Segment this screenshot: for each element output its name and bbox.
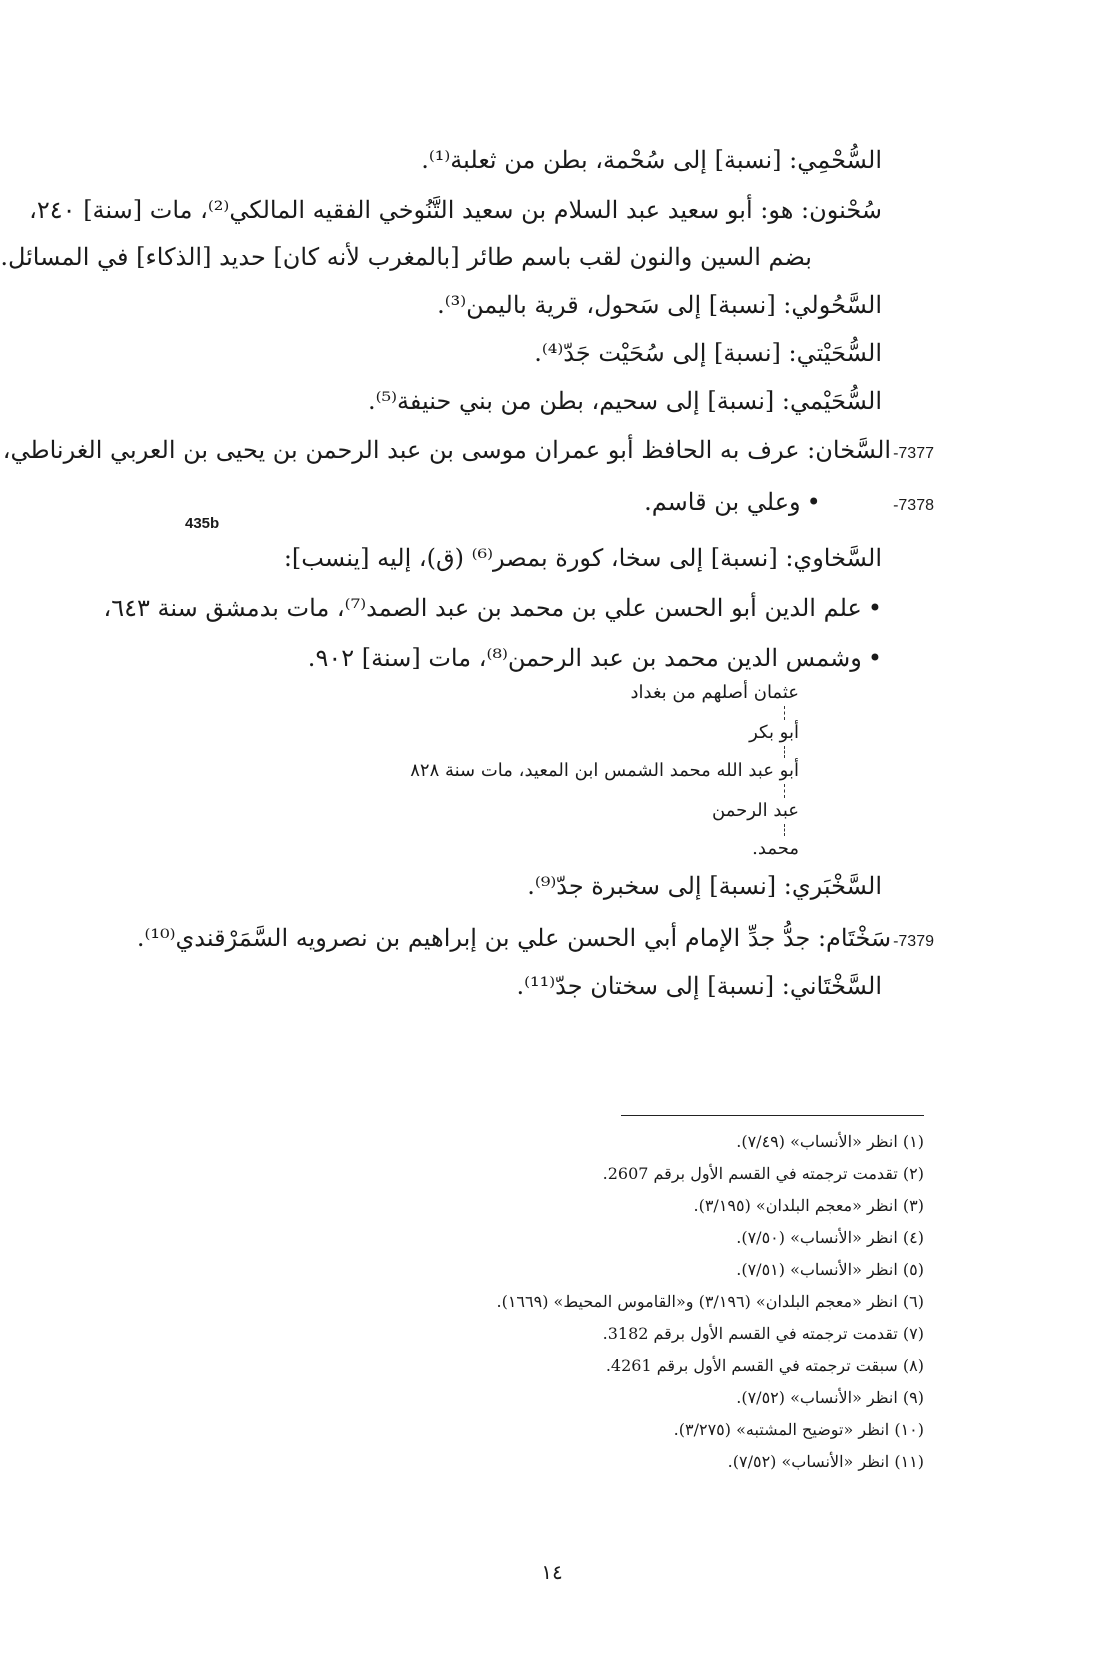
entry-text: السُّحَيْمي: [نسبة] إلى سحيم، بطن من بني حنيفة⁽⁵⁾.: [367, 387, 882, 415]
entry-text: علم الدين أبو الحسن علي بن محمد بن عبد الصمد⁽⁷⁾، مات بدمشق سنة ٦٤٣،: [103, 594, 862, 622]
entry-suhaymi: [368, 383, 882, 419]
footnote: (٩) انظر «الأنساب» (٧/٥٢).: [736, 1388, 924, 1407]
entry-7377: [3, 432, 934, 472]
footnote: (٧) تقدمت ترجمته في القسم الأول برقم 3182.: [602, 1324, 924, 1343]
bullet-mark: •: [867, 644, 882, 672]
entry-sakhawi-person-2: [308, 640, 882, 676]
tree-node: أبو عبد الله محمد الشمس ابن المعيد، مات سنة ٨٢٨: [410, 760, 799, 781]
footnote: (٥) انظر «الأنساب» (٧/٥١).: [736, 1260, 924, 1279]
entry-text: السَّحُولي: [نسبة] إلى سَحول، قرية باليمن⁽³⁾.: [437, 291, 882, 319]
footnote-separator: [621, 1115, 924, 1116]
footnote: (٦) انظر «معجم البلدان» (٣/١٩٦) و«القاموس المحيط» (١٦٦٩).: [496, 1292, 924, 1311]
footnote: (٣) انظر «معجم البلدان» (٣/١٩٥).: [693, 1196, 924, 1215]
footnote: (٤) انظر «الأنساب» (٧/٥٠).: [736, 1228, 924, 1247]
footnote: (١) انظر «الأنساب» (٧/٤٩).: [736, 1132, 924, 1151]
entry-sakhawi-person-1: [103, 590, 882, 626]
entry-text: السَّخان: عرف به الحافظ أبو عمران موسى بن عبد الرحمن بن يحيى بن العربي الغرناطي،: [2, 436, 892, 464]
entry-sakhtani: [516, 968, 882, 1004]
entry-text: السَّخْتَاني: [نسبة] إلى سختان جدّ⁽¹¹⁾.: [516, 972, 882, 1000]
entry-number: 7377-: [893, 445, 934, 462]
entry-number: 7379-: [893, 933, 934, 950]
footnote: (٨) سبقت ترجمته في القسم الأول برقم 4261.: [605, 1356, 924, 1375]
footnote: (١١) انظر «الأنساب» (٧/٥٢).: [727, 1452, 924, 1471]
entry-suhmi: [421, 142, 882, 178]
entry-7379: [137, 920, 934, 960]
bullet-mark: •: [867, 594, 882, 622]
entry-text: سَخْتَام: جدُّ جدِّ الإمام أبي الحسن علي بن إبراهيم بن نصرويه السَّمَرْقندي⁽¹⁰⁾.: [136, 924, 892, 952]
margin-folio-note: 435b: [185, 515, 220, 532]
tree-connector: [784, 824, 785, 836]
tree-node: عثمان أصلهم من بغداد: [630, 682, 799, 703]
entry-text: السُّحْمِي: [نسبة] إلى سُحْمة، بطن من ثعلبة⁽¹⁾.: [421, 146, 882, 174]
entry-text: بضم السين والنون لقب باسم طائر [بالمغرب لأنه كان] حديد [الذكاء] في المسائل.: [0, 243, 812, 271]
entry-7378: [644, 484, 934, 524]
entry-text: السَّخْبَري: [نسبة] إلى سخبرة جدّ⁽⁹⁾.: [527, 872, 882, 900]
entry-text: وعلي بن قاسم.: [644, 488, 801, 516]
entry-sakhbari: [527, 868, 882, 904]
entry-text: وشمس الدين محمد بن عبد الرحمن⁽⁸⁾، مات [سنة] ٩٠٢.: [307, 644, 862, 672]
footnote: (٢) تقدمت ترجمته في القسم الأول برقم 2607.: [602, 1164, 924, 1183]
bullet-mark: •: [806, 488, 821, 516]
entry-sahuli: [437, 287, 882, 323]
entry-suhnun-continuation: [0, 239, 812, 275]
entry-text: السُّحَيْتي: [نسبة] إلى سُحَيْت جَدّ⁽⁴⁾.: [534, 339, 882, 367]
entry-text: سُحْنون: هو: أبو سعيد عبد السلام بن سعيد التَّنُوخي الفقيه المالكي⁽²⁾، مات [سنة] ٢٤٠،: [29, 196, 882, 224]
tree-node: عبد الرحمن: [712, 800, 799, 821]
entry-number: 7378-: [893, 497, 934, 514]
page-number: ١٤: [541, 1560, 563, 1584]
tree-connector: [784, 706, 785, 720]
tree-connector: [784, 784, 785, 798]
entry-suhnun: [29, 192, 882, 228]
entry-suhayti: [534, 335, 882, 371]
tree-node: أبو بكر: [749, 722, 799, 743]
tree-node: محمد.: [752, 838, 799, 859]
footnote: (١٠) انظر «توضيح المشتبه» (٣/٢٧٥).: [673, 1420, 924, 1439]
entry-sakhawi: [284, 540, 882, 576]
entry-text: السَّخاوي: [نسبة] إلى سخا، كورة بمصر⁽⁶⁾ (ق)، إليه [ينسب]:: [283, 544, 882, 572]
tree-connector: [784, 746, 785, 758]
